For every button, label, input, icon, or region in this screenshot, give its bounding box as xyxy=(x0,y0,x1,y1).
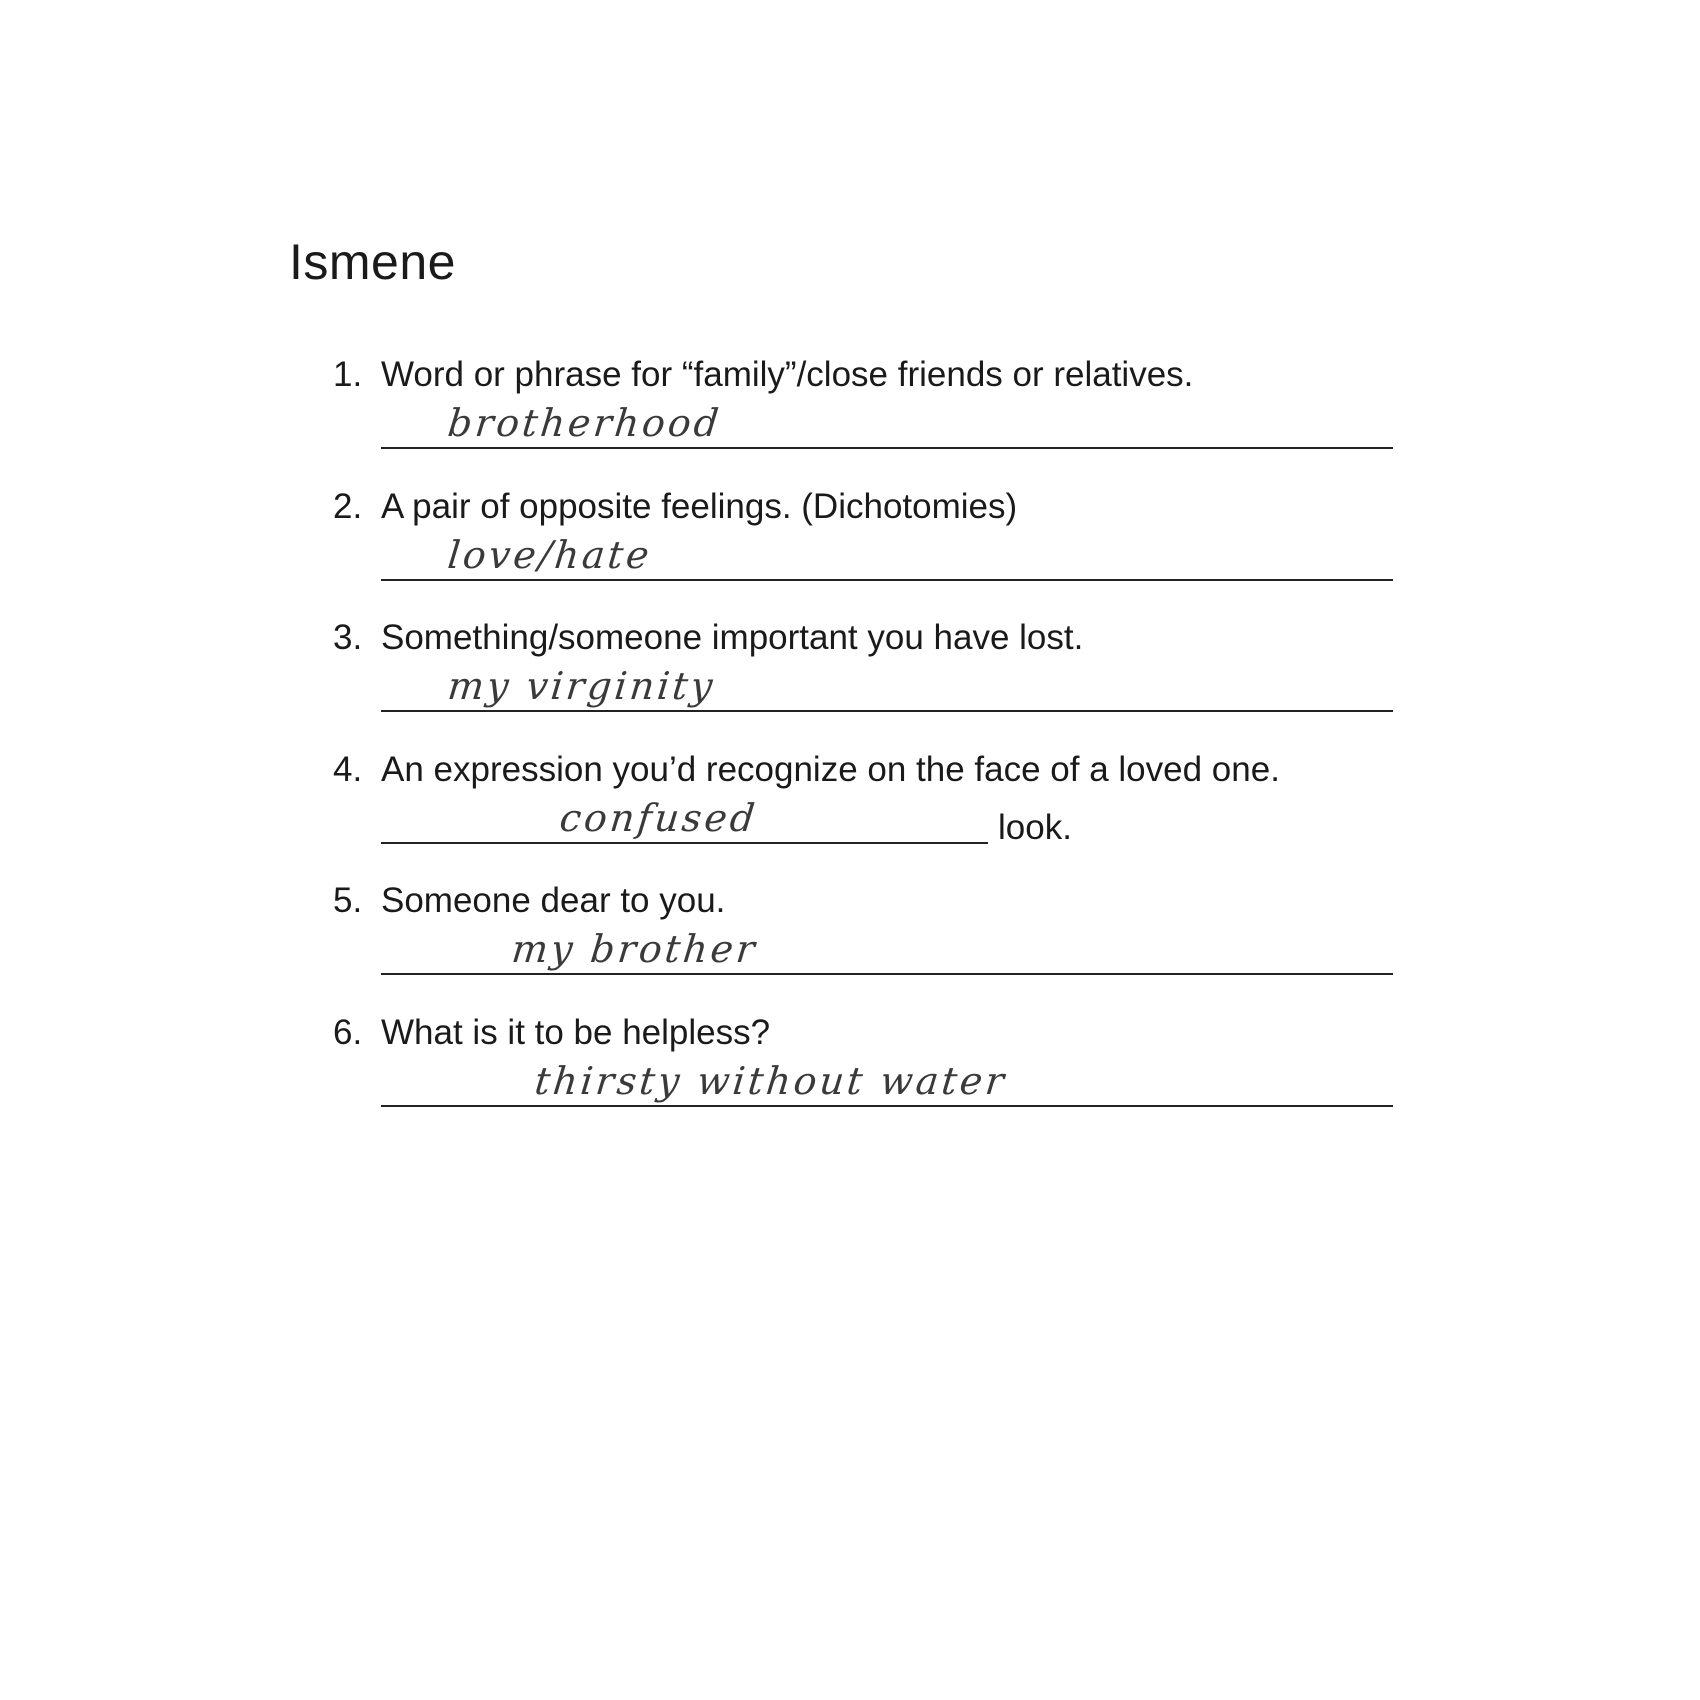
handwritten-answer: my brother xyxy=(509,927,760,971)
answer-line xyxy=(381,710,1393,712)
answer-line xyxy=(381,447,1393,449)
question-number: 6. xyxy=(333,1013,363,1052)
handwritten-answer: my virginity xyxy=(445,664,718,708)
question-item xyxy=(0,881,1700,1011)
question-text: What is it to be helpless? xyxy=(381,1013,771,1052)
question-number: 3. xyxy=(333,618,363,657)
answer-line xyxy=(381,1105,1393,1107)
question-text: Someone dear to you. xyxy=(381,881,726,920)
question-number: 4. xyxy=(333,750,363,789)
handwritten-answer: brotherhood xyxy=(445,401,724,445)
question-text: Word or phrase for “family”/close friends or relatives. xyxy=(381,355,1194,394)
question-item xyxy=(0,750,1700,880)
question-item xyxy=(0,1013,1700,1143)
handwritten-answer: confused xyxy=(557,796,760,840)
handwritten-answer: thirsty without water xyxy=(532,1059,1009,1103)
question-number: 2. xyxy=(333,487,363,526)
question-text: An expression you’d recognize on the face of a loved one. xyxy=(381,750,1280,789)
answer-suffix: look. xyxy=(998,808,1072,847)
question-item xyxy=(0,487,1700,617)
question-text: A pair of opposite feelings. (Dichotomies) xyxy=(381,487,1018,526)
page-title: Ismene xyxy=(289,234,456,290)
question-item xyxy=(0,355,1700,485)
question-number: 1. xyxy=(333,355,363,394)
handwritten-answer: love/hate xyxy=(445,533,654,577)
question-text: Something/someone important you have lost. xyxy=(381,618,1084,657)
question-number: 5. xyxy=(333,881,363,920)
answer-line xyxy=(381,579,1393,581)
answer-line xyxy=(381,842,988,844)
answer-line xyxy=(381,973,1393,975)
question-item xyxy=(0,618,1700,748)
